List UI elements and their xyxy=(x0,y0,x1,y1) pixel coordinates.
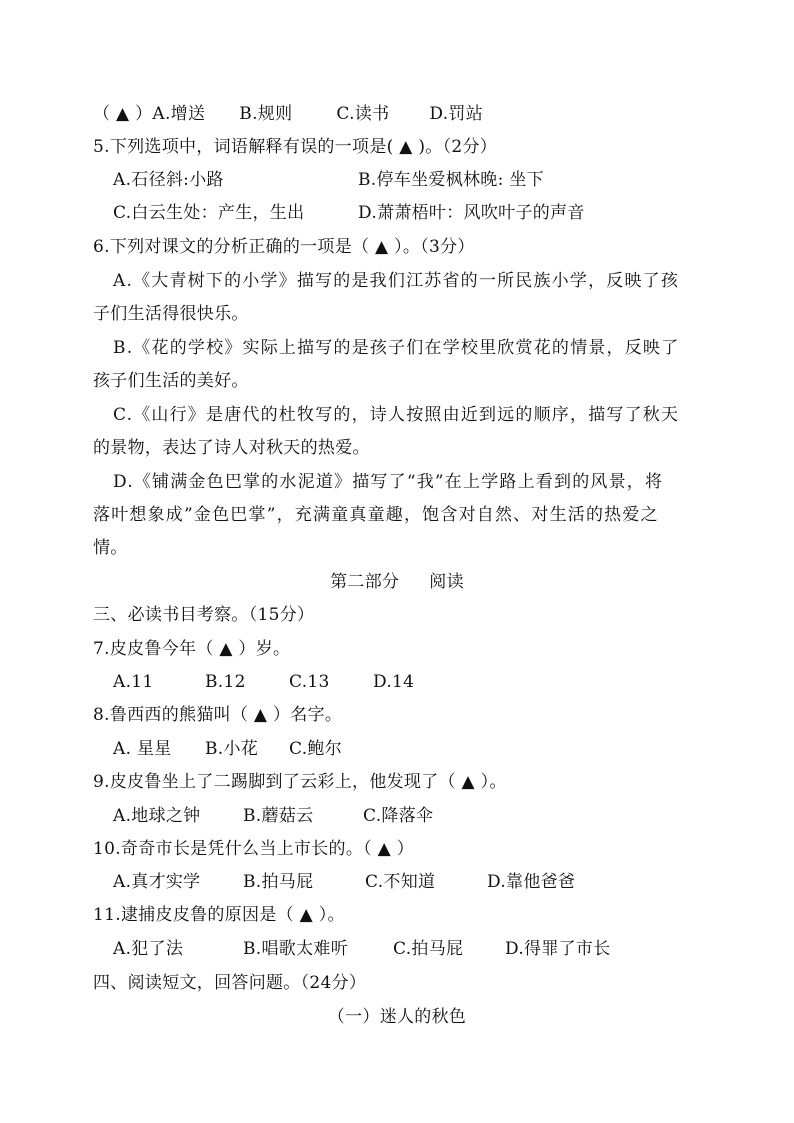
q5-option-a: A.石径斜:小路 xyxy=(113,170,224,190)
q8-option-a: A. 星星 xyxy=(113,739,172,759)
q7-option-d: D.14 xyxy=(373,672,415,692)
q8-stem: 8.鲁西西的熊猫叫（ ▲ ）名字。 xyxy=(93,705,343,725)
section-four-title: 四、阅读短文，回答问题。（24分） xyxy=(93,973,367,993)
q11-option-b: B.唱歌太难听 xyxy=(243,939,348,959)
passage-title: （一）迷人的秋色 xyxy=(327,1007,467,1027)
q6-option-d-line2: 落叶想象成”金色巴掌”，充满童真童趣，饱含对自然、对生活的热爱之 xyxy=(93,505,659,525)
q9-options-row xyxy=(113,800,723,833)
q6-option-b-line1: B.《花的学校》实际上描写的是孩子们在学校里欣赏花的情景，反映了 xyxy=(113,338,680,358)
q8-option-b: B.小花 xyxy=(205,739,259,759)
part-two-label: 第二部分 xyxy=(330,572,400,592)
q10-stem: 10.奇奇市长是凭什么当上市长的。（ ▲ ） xyxy=(93,839,415,859)
q4-option-d: D.罚站 xyxy=(429,104,484,124)
q11-option-c: C.拍马屁 xyxy=(393,939,464,959)
q5-stem: 5.下列选项中，词语解释有误的一项是( ▲ )。（2分） xyxy=(93,137,498,157)
q10-option-c: C.不知道 xyxy=(365,872,436,892)
q4-option-a: A.增送 xyxy=(152,104,206,124)
q7-option-a: A.11 xyxy=(113,672,154,692)
q11-option-a: A.犯了法 xyxy=(113,939,184,959)
q9-option-a: A.地球之钟 xyxy=(113,806,201,826)
q5-options-row-2 xyxy=(113,197,723,230)
q7-options-row xyxy=(113,666,723,699)
q4-options-row xyxy=(93,98,703,131)
q7-stem: 7.皮皮鲁今年（ ▲ ）岁。 xyxy=(93,639,291,659)
q9-option-c: C.降落伞 xyxy=(363,806,434,826)
q7-option-c: C.13 xyxy=(289,672,330,692)
part-two-heading xyxy=(0,566,794,599)
q11-stem: 11.逮捕皮皮鲁的原因是（ ▲ ）。 xyxy=(93,905,345,925)
q5-option-b: B.停车坐爱枫林晚: 坐下 xyxy=(358,170,544,190)
q4-option-b: B.规则 xyxy=(239,104,293,124)
q6-option-d-line3: 情。 xyxy=(93,538,128,558)
q6-option-d-line1: D.《铺满金色巴掌的水泥道》描写了“我”在上学路上看到的风景，将 xyxy=(113,472,664,492)
q4-answer-blank: （ ▲ ） xyxy=(93,104,153,124)
q6-stem: 6.下列对课文的分析正确的一项是（ ▲ ）。（3分） xyxy=(93,237,475,257)
q8-option-c: C.鲍尔 xyxy=(289,739,343,759)
q6-option-a-line1: A.《大青树下的小学》描写的是我们江苏省的一所民族小学，反映了孩 xyxy=(113,271,680,291)
q7-option-b: B.12 xyxy=(205,672,246,692)
q5-options-row-1 xyxy=(113,164,723,197)
q8-options-row xyxy=(113,733,723,766)
q9-stem: 9.皮皮鲁坐上了二踢脚到了云彩上，他发现了（ ▲ ）。 xyxy=(93,772,507,792)
q6-option-c-line2: 的景物，表达了诗人对秋天的热爱。 xyxy=(93,438,370,458)
q10-option-b: B.拍马屁 xyxy=(243,872,314,892)
q10-options-row xyxy=(113,866,723,899)
part-two-name: 阅读 xyxy=(429,572,464,592)
q4-option-c: C.读书 xyxy=(336,104,390,124)
q11-options-row xyxy=(113,933,723,966)
q10-option-a: A.真才实学 xyxy=(113,872,201,892)
q11-option-d: D.得罪了市长 xyxy=(505,939,611,959)
q10-option-d: D.靠他爸爸 xyxy=(487,872,576,892)
q9-option-b: B.蘑菇云 xyxy=(243,806,314,826)
q5-option-c: C.白云生处：产生，生出 xyxy=(113,203,305,223)
q6-option-b-line2: 孩子们生活的美好。 xyxy=(93,371,249,391)
q6-option-a-line2: 子们生活得很快乐。 xyxy=(93,304,249,324)
section-three-title: 三、必读书目考察。（15分） xyxy=(93,605,315,625)
q5-option-d: D.萧萧梧叶：风吹叶子的声音 xyxy=(358,203,585,223)
q6-option-c-line1: C.《山行》是唐代的杜牧写的，诗人按照由近到远的顺序，描写了秋天 xyxy=(113,405,680,425)
